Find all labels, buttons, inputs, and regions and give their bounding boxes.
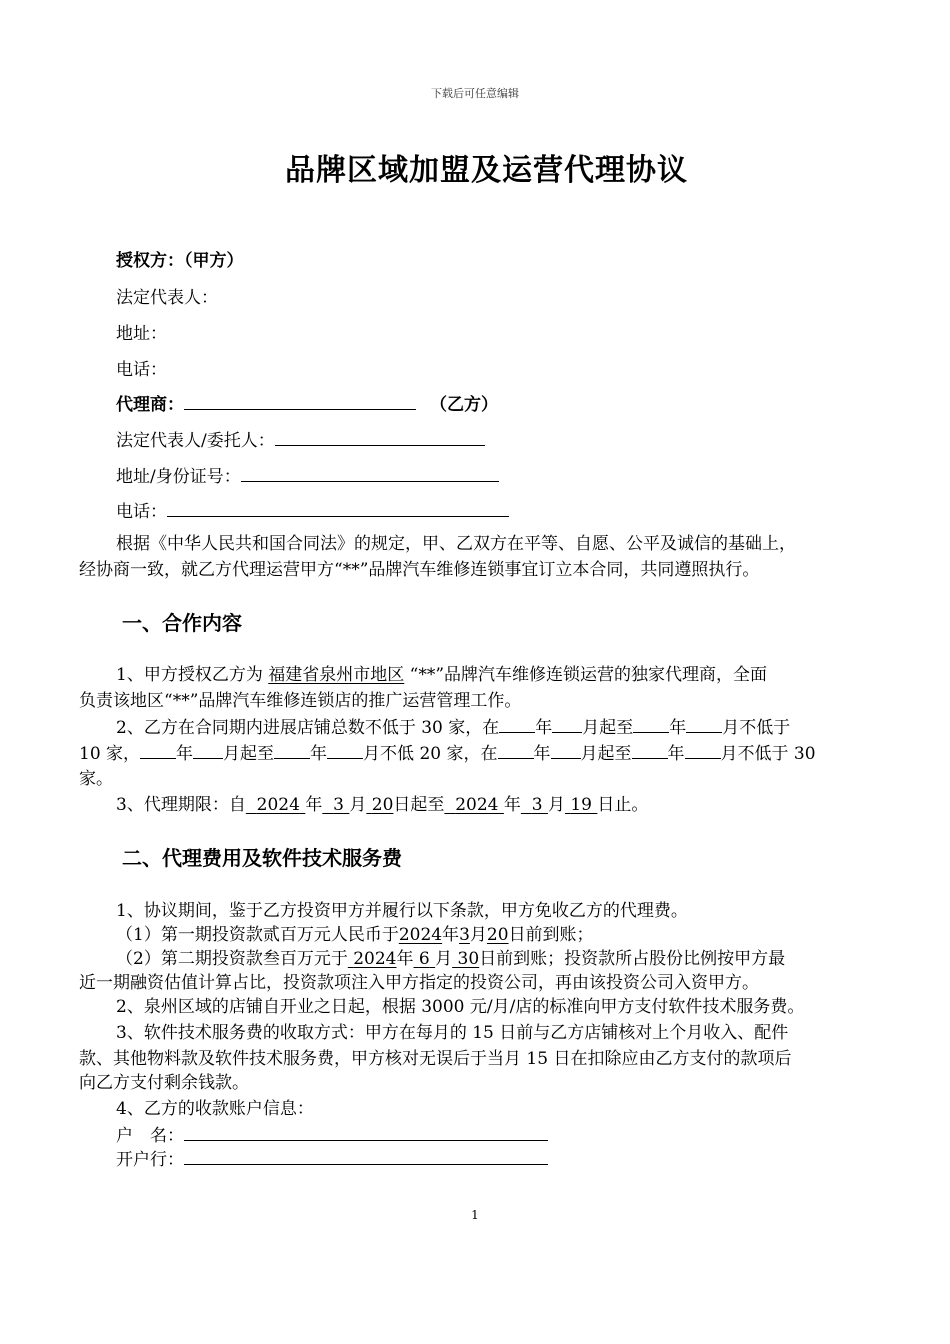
account-bank-row (116, 1146, 548, 1173)
blank-line (685, 740, 721, 759)
clause-2-3-line-3: 向乙方支付剩余钱款。 (79, 1073, 249, 1093)
blank-line (498, 740, 534, 759)
account-name-line (184, 1122, 548, 1141)
clause-text: 年 (310, 744, 328, 764)
clause-1-1-line-1 (116, 662, 767, 688)
year-value: 2024 (353, 949, 397, 969)
year-value: 2024 (256, 795, 300, 815)
document-title: 品牌区域加盟及运营代理协议 (285, 153, 688, 188)
month-value: 3 (459, 925, 470, 945)
party-b-label: 代理商： (116, 395, 184, 415)
day-value: 30 (457, 949, 480, 969)
preamble-line-1: 根据《中华人民共和国合同法》的规定，甲、乙双方在平等、自愿、公平及诚信的基础上， (116, 534, 796, 554)
month-value: 6 (418, 949, 430, 969)
clause-text: 月不低 20 家，在 (363, 744, 498, 764)
month-value: 3 (531, 795, 543, 815)
party-b-row (116, 390, 498, 415)
clause-text: 月起至 (580, 744, 632, 764)
clause-1-2-line-1 (116, 714, 790, 741)
blank-line (632, 740, 668, 759)
day-value: 20 (371, 795, 394, 815)
clause-1-2-line-3: 家。 (79, 769, 113, 789)
clause-text: 月不低于 30 (720, 744, 816, 764)
month-value: 3 (333, 795, 344, 815)
blank-line (193, 740, 223, 759)
clause-text: 1、甲方授权乙方为 (116, 665, 269, 685)
clause-1-1-line-2: 负责该地区“**”品牌汽车维修连锁店的推广运营管理工作。 (79, 691, 522, 711)
date-value (452, 949, 479, 969)
blank-line (327, 740, 363, 759)
clause-text: 日前到账； (508, 925, 594, 945)
party-a-address: 地址： (116, 324, 167, 344)
party-b-address-row (116, 462, 499, 487)
account-name-row (116, 1122, 548, 1149)
party-b-address-label: 地址/身份证号： (116, 467, 241, 487)
clause-text: 月不低于 (722, 718, 791, 738)
date-value (322, 795, 349, 815)
party-b-rep-row (116, 426, 485, 451)
blank-line (274, 740, 310, 759)
blank-line (551, 740, 581, 759)
clause-text: 3、代理期限：自 (116, 795, 246, 815)
region-value: 福建省泉州市地区 (268, 665, 405, 685)
day-value: 19 (570, 795, 592, 815)
section-2-heading: 二、代理费用及软件技术服务费 (122, 846, 402, 870)
party-b-rep-line (275, 427, 485, 446)
clause-2-2: 2、泉州区域的店铺自开业之日起，根据 3000 元/月/店的标准向甲方支付软件技术服务费。 (116, 997, 805, 1017)
clause-text: 年 (669, 718, 687, 738)
clause-text: 2、乙方在合同期内进展店铺总数不低于 30 家，在 (116, 718, 500, 738)
date-value (246, 795, 305, 815)
clause-text: （1）第一期投资款贰百万元人民币于 (116, 925, 399, 945)
account-name-label: 户 名： (116, 1126, 184, 1146)
date-value (348, 949, 397, 969)
clause-text: 月 (547, 795, 565, 815)
blank-line (140, 740, 176, 759)
blank-line (499, 714, 535, 733)
account-bank-label: 开户行： (116, 1150, 184, 1170)
party-b-rep-label: 法定代表人/委托人： (116, 431, 275, 451)
clause-text: 日起至 (393, 795, 445, 815)
blank-line (686, 714, 722, 733)
clause-2-1-1 (116, 922, 594, 948)
clause-text: “**”品牌汽车维修连锁运营的独家代理商，全面 (404, 665, 768, 685)
date-value (444, 795, 503, 815)
clause-2-3-line-2: 款、其他物料款及软件技术服务费，甲方核对无误后于当月 15 日在扣除应由乙方支付的款项后 (79, 1049, 792, 1069)
party-b-phone-line (167, 498, 509, 517)
section-1-heading: 一、合作内容 (122, 611, 242, 635)
clause-text: 年 (535, 718, 553, 738)
date-value (366, 795, 393, 815)
clause-2-4: 4、乙方的收款账户信息： (116, 1099, 314, 1119)
year-value: 2024 (455, 795, 499, 815)
year-value: 2024 (398, 925, 443, 945)
clause-text: 年 (396, 949, 414, 969)
party-b-phone-row (116, 497, 509, 522)
party-b-suffix: （乙方） (430, 395, 498, 415)
clause-text: 月 (435, 949, 453, 969)
preamble-line-2: 经协商一致，就乙方代理运营甲方“**”品牌汽车维修连锁事宜订立本合同，共同遵照执行。 (79, 560, 760, 580)
party-b-name-line (184, 391, 416, 410)
clause-text: 年 (176, 744, 194, 764)
day-value: 20 (486, 925, 509, 945)
clause-1-3 (116, 792, 648, 818)
party-a-label: 授权方：（甲方） (116, 251, 244, 271)
clause-text: 月起至 (223, 744, 275, 764)
clause-text: 10 家， (79, 744, 141, 764)
clause-text: 年 (442, 925, 460, 945)
clause-2-1-2-line-1 (116, 946, 785, 972)
blank-line (552, 714, 582, 733)
clause-text: 日前到账；投资款所占股份比例按甲方最 (479, 949, 786, 969)
clause-text: 月 (469, 925, 487, 945)
page-header: 下载后可任意编辑 (431, 87, 519, 100)
clause-text: 月 (349, 795, 367, 815)
clause-2-1: 1、协议期间，鉴于乙方投资甲方并履行以下条款，甲方免收乙方的代理费。 (116, 901, 688, 921)
party-a-rep: 法定代表人： (116, 288, 218, 308)
clause-1-2-line-2 (79, 740, 816, 767)
date-value (521, 795, 548, 815)
party-b-phone-label: 电话： (116, 502, 167, 522)
clause-2-1-2-line-2: 近一期融资估值计算占比，投资款项注入甲方指定的投资公司，再由该投资公司入资甲方。 (79, 973, 759, 993)
date-value (414, 949, 436, 969)
clause-text: 年 (667, 744, 685, 764)
clause-text: （2）第二期投资款叁百万元于 (116, 949, 348, 969)
page-number: 1 (471, 1208, 479, 1222)
clause-2-3-line-1: 3、软件技术服务费的收取方式：甲方在每月的 15 日前与乙方店铺核对上个月收入、配件 (116, 1023, 789, 1043)
clause-text: 月起至 (582, 718, 634, 738)
party-a-phone: 电话： (116, 360, 167, 380)
clause-text: 日止。 (597, 795, 649, 815)
account-bank-line (184, 1146, 548, 1165)
party-b-address-line (241, 463, 499, 482)
clause-text: 年 (533, 744, 551, 764)
clause-text: 年 (305, 795, 323, 815)
clause-text: 年 (503, 795, 521, 815)
date-value (565, 795, 597, 815)
blank-line (633, 714, 669, 733)
